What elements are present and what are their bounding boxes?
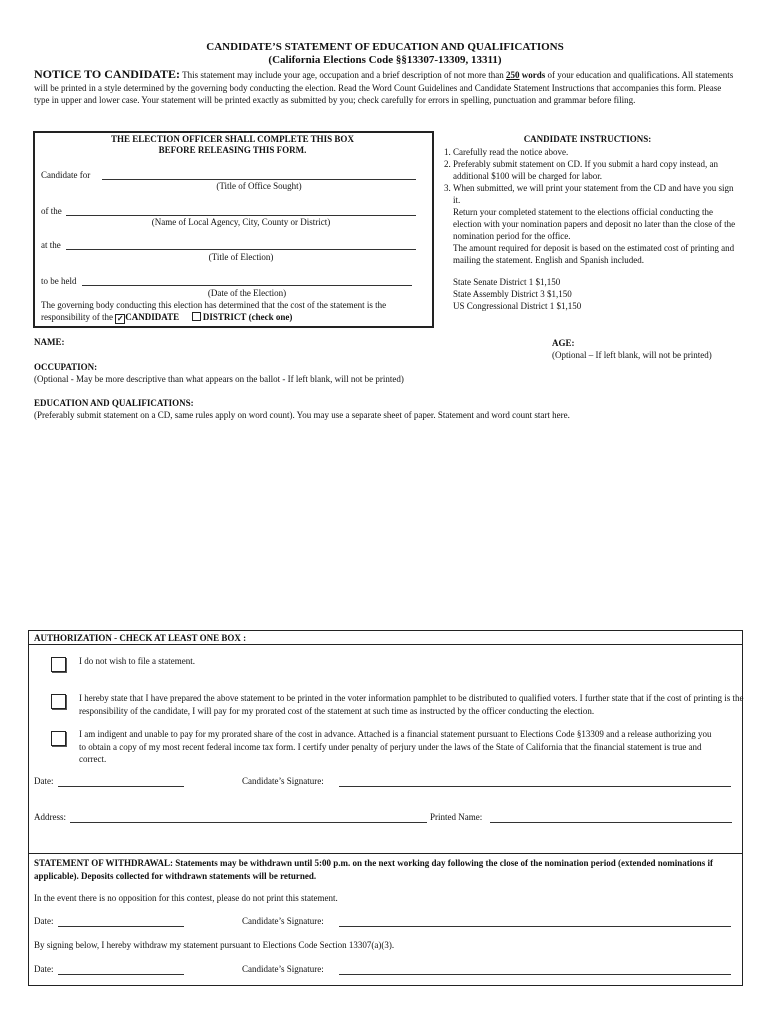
notice-paragraph: NOTICE TO CANDIDATE: This statement may include your age, occupation and a brief description of not more than 250 words of your education and qualifications. All statements will be printed in a style determined by the governing body conducting the election. Read the Word Count Guidelines and Candidate Statement Instructions that accompanies this form. Please type in upper and lower case. Your statement will be printed exactly as submitted by you; check carefully for errors in spelling, punctuation and grammar before filing. [34, 67, 734, 105]
office-sought-caption: (Title of Office Sought) [216, 181, 302, 191]
candidate-option: CANDIDATE [125, 312, 180, 322]
word-count: 250 [506, 70, 520, 80]
age-label: AGE: [552, 338, 575, 348]
district-deposit-item: State Senate District 1 $1,150 [453, 277, 561, 287]
withdrawal-date-field-2[interactable] [58, 965, 184, 975]
no-statement-text: I do not wish to file a statement. [79, 656, 195, 666]
withdrawal-date-label-2: Date: [34, 964, 54, 974]
district-option: DISTRICT [202, 312, 247, 322]
address-field[interactable] [70, 813, 427, 823]
officer-box-title-2: BEFORE RELEASING THIS FORM. [158, 145, 307, 155]
district-deposits [437, 276, 737, 312]
auth-signature-label: Candidate’s Signature: [242, 776, 324, 786]
prepared-statement-checkbox[interactable] [51, 694, 66, 709]
occupation-label: OCCUPATION: [34, 362, 98, 372]
authorization-box [28, 630, 743, 986]
candidate-checkbox[interactable]: ✓ [116, 314, 124, 323]
withdrawal-signature-field-2[interactable] [339, 965, 731, 975]
withdraw-statement-text: By signing below, I hereby withdraw my statement pursuant to Elections Code Section 13307(a)(3). [34, 940, 395, 950]
district-deposit-item: US Congressional District 1 $1,150 [453, 301, 582, 311]
election-date-caption: (Date of the Election) [207, 288, 287, 298]
age-note: (Optional – If left blank, will not be printed) [552, 350, 712, 360]
auth-signature-field[interactable] [339, 777, 731, 787]
education-label: EDUCATION AND QUALIFICATIONS: [34, 398, 194, 408]
instructions-list [437, 146, 737, 312]
address-label: Address: [34, 812, 66, 822]
of-the-label: of the [41, 206, 62, 216]
auth-date-label: Date: [34, 776, 54, 786]
officer-box-title-1: THE ELECTION OFFICER SHALL COMPLETE THIS BOX [111, 134, 354, 144]
local-agency-field[interactable] [66, 206, 416, 216]
no-opposition-text: In the event there is no opposition for this contest, please do not print this statement. [34, 893, 338, 903]
authorization-title: AUTHORIZATION - CHECK AT LEAST ONE BOX : [34, 633, 247, 643]
withdrawal-signature-field[interactable] [339, 917, 731, 927]
indigent-checkbox[interactable] [51, 731, 66, 746]
election-title-field[interactable] [66, 240, 416, 250]
candidate-for-label: Candidate for [41, 170, 91, 180]
local-agency-caption: (Name of Local Agency, City, County or District) [151, 217, 331, 227]
withdrawal-date-field[interactable] [58, 917, 184, 927]
instruction-item: 3. When submitted, we will print your statement from the CD and have you sign it. [453, 182, 737, 206]
election-date-field[interactable] [82, 276, 412, 286]
notice-label: NOTICE TO CANDIDATE: [34, 67, 181, 81]
district-checkbox[interactable] [192, 312, 201, 321]
prepared-statement-text: I hereby state that I have prepared the above statement to be printed in the voter information pamphlet to be distributed to qualified voters. I further state that if the cost of printing is the responsibility of the candidate, I will pay for my prorated cost of the statement at such time as instructed by the officer conducting the election. [79, 693, 744, 716]
auth-date-field[interactable] [58, 777, 184, 787]
instruction-item: 2. Preferably submit statement on CD. If you submit a hard copy instead, an additional $100 will be charged for labor. [453, 158, 737, 182]
no-statement-checkbox[interactable] [51, 657, 66, 672]
indigent-text: I am indigent and unable to pay for my prorated share of the cost in advance. Attached is a financial statement pursuant to Elections Code §13309 and a release authorizing you to obtain a copy of my most recent federal income tax form. I certify under penalty of perjury under the laws of the State of California that the financial statement is true and correct. [79, 729, 712, 764]
district-deposit-item: State Assembly District 3 $1,150 [453, 289, 572, 299]
withdrawal-divider [29, 853, 742, 854]
form-subtitle: (California Elections Code §§13307-13309, 13311) [268, 54, 502, 66]
statement-text-area[interactable] [34, 424, 734, 624]
instruction-item: 1. Carefully read the notice above. [453, 146, 737, 158]
office-sought-field[interactable] [102, 170, 416, 180]
name-label: NAME: [34, 337, 65, 347]
at-the-label: at the [41, 240, 61, 250]
return-instructions: Return your completed statement to the elections official conducting the election with your nomination papers and deposit no later than the close of the nomination period for the office. [453, 207, 736, 241]
governing-body-text: The governing body conducting this election has determined that the cost of the statement is the responsibility of the ✓ CANDIDATE DISTRICT (check one) [41, 300, 387, 323]
occupation-note: (Optional - May be more descriptive than what appears on the ballot - If left blank, will not be printed) [34, 374, 404, 384]
instructions-title: CANDIDATE INSTRUCTIONS: [523, 134, 652, 144]
printed-name-field[interactable] [490, 813, 732, 823]
withdrawal-title: STATEMENT OF WITHDRAWAL: Statements may be withdrawn until 5:00 p.m. on the next working day following the close of the nomination period (extended nominations if applicable). Deposits collected for withdrawn statements will be returned. [34, 858, 714, 881]
printed-name-label: Printed Name: [430, 812, 483, 822]
withdrawal-signature-label: Candidate’s Signature: [242, 916, 324, 926]
form-title: CANDIDATE’S STATEMENT OF EDUCATION AND QUALIFICATIONS [206, 41, 564, 53]
withdrawal-date-label: Date: [34, 916, 54, 926]
to-be-held-label: to be held [41, 276, 77, 286]
withdrawal-signature-label-2: Candidate’s Signature: [242, 964, 324, 974]
deposit-instructions: The amount required for deposit is based on the estimated cost of printing and mailing the statement. English and Spanish included. [453, 243, 735, 265]
education-note: (Preferably submit statement on a CD, same rules apply on word count). You may use a separate sheet of paper. Statement and word count start here. [34, 410, 570, 420]
election-title-caption: (Title of Election) [208, 252, 274, 262]
